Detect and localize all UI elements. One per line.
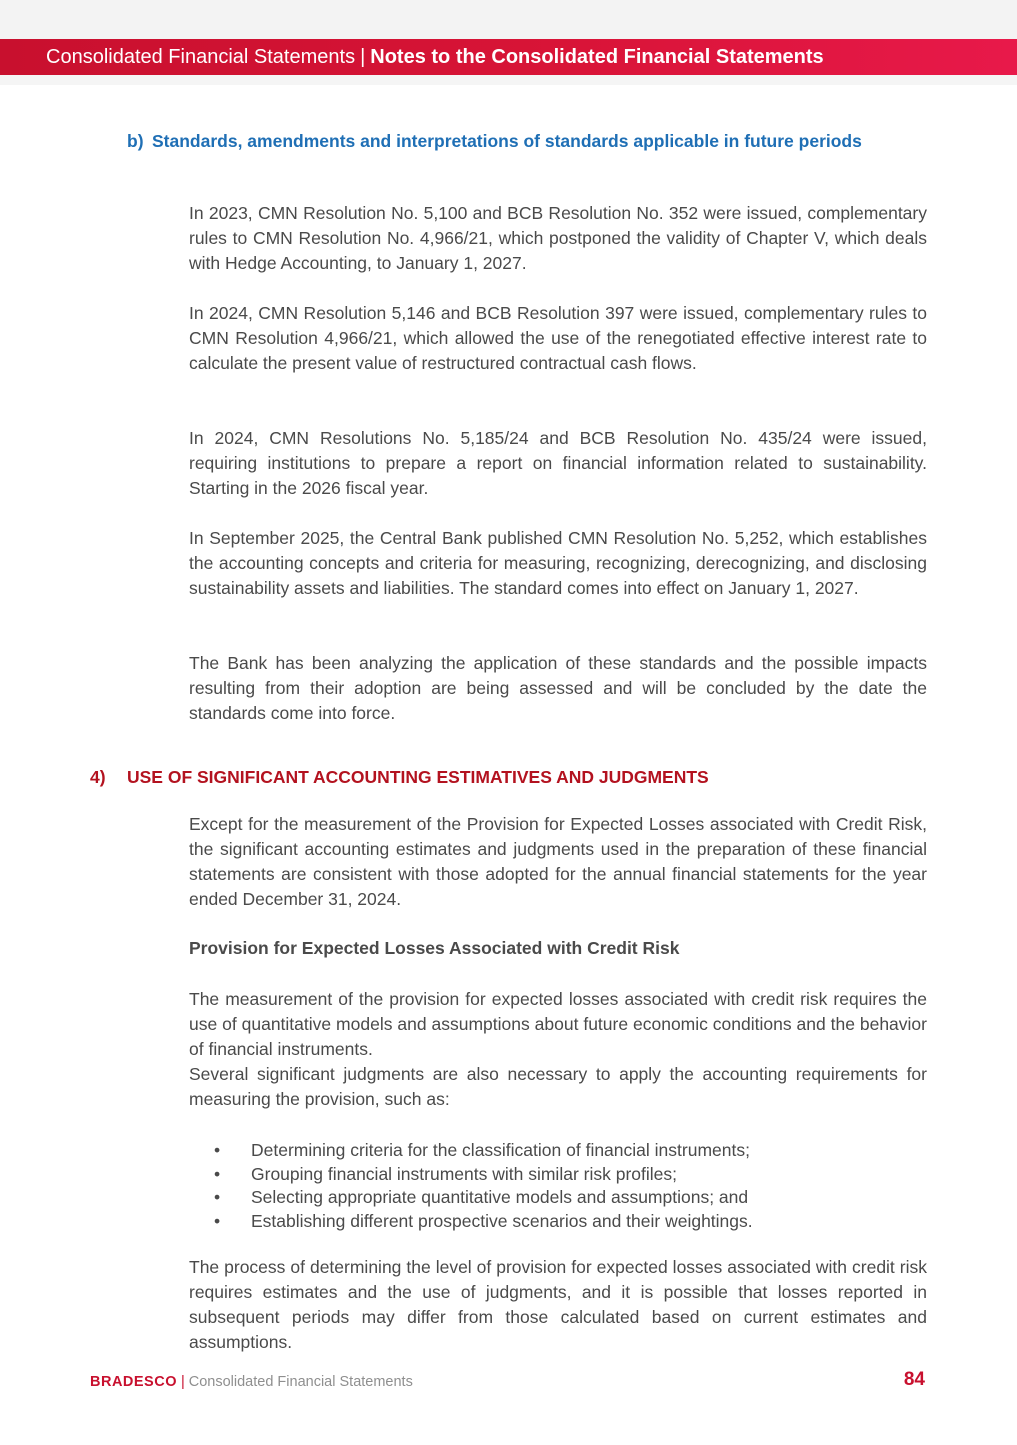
paragraph-text: In 2023, CMN Resolution No. 5,100 and BCB Resolution No. 352 were issued, complementary rules to CMN Resolution No. 4,966/21, which postponed the validity of Chapter V, which deals with Hedge Accounting, to January 1, 2027. xyxy=(189,203,927,273)
list-item xyxy=(189,1210,927,1234)
paragraph xyxy=(189,987,927,1112)
paragraph xyxy=(189,526,927,601)
paragraph xyxy=(189,301,927,376)
list-item-text: Selecting appropriate quantitative models and assumptions; and xyxy=(251,1187,749,1207)
list-item xyxy=(189,1186,927,1210)
paragraph-text: In 2024, CMN Resolution 5,146 and BCB Resolution 397 were issued, complementary rules to CMN Resolution 4,966/21, which allowed the use of the renegotiated effective interest rate to calculate the present value of restructured contractual cash flows. xyxy=(189,303,927,373)
page-number: 84 xyxy=(903,1369,925,1390)
section-title: USE OF SIGNIFICANT ACCOUNTING ESTIMATIVES AND JUDGMENTS xyxy=(127,767,709,787)
footer-title: Consolidated Financial Statements xyxy=(188,1374,413,1390)
bullet-icon: • xyxy=(214,1187,221,1207)
list-item xyxy=(189,1163,927,1187)
brand-logo-text: BRADESCO xyxy=(90,1374,177,1390)
header-separator: | xyxy=(360,46,366,68)
bullet-icon: • xyxy=(214,1210,221,1231)
running-header xyxy=(0,39,1017,75)
list-item-text: Establishing different prospective scenarios and their weightings. xyxy=(251,1210,753,1231)
paragraph xyxy=(189,812,927,912)
closing-paragraph: The process of determining the level of provision for expected losses associated with credit risk requires estimates and the use of judgments, and it is possible that losses reported in subsequent periods may differ from those calculated based on current estimates and assumptions. xyxy=(189,1257,927,1352)
section-number: 4) xyxy=(90,767,106,787)
paragraph xyxy=(189,426,927,501)
paragraph xyxy=(189,201,927,276)
list-item-text: Grouping financial instruments with similar risk profiles; xyxy=(251,1163,677,1184)
paragraph xyxy=(189,651,927,726)
bullet-icon: • xyxy=(214,1140,221,1160)
provision-subheading: Provision for Expected Losses Associated with Credit Risk xyxy=(189,938,680,958)
paragraph xyxy=(189,1255,927,1355)
judgments-list xyxy=(189,1139,927,1233)
header-title: Consolidated Financial Statements xyxy=(46,46,356,68)
subsection-title: Standards, amendments and interpretations of standards applicable in future periods xyxy=(152,131,862,151)
paragraph-text: Several significant judgments are also necessary to apply the accounting requirements for measuring the provision, such as: xyxy=(189,1064,927,1109)
bullet-icon: • xyxy=(214,1163,221,1184)
paragraph-text: In September 2025, the Central Bank published CMN Resolution No. 5,252, which establishes the accounting concepts and criteria for measuring, recognizing, derecognizing, and disclosing sustainability assets and liabilities. The standard comes into effect on January 1, 2027. xyxy=(189,528,927,598)
subsection-heading xyxy=(127,130,927,153)
footer-separator: | xyxy=(180,1374,185,1390)
header-section-title: Notes to the Consolidated Financial Statements xyxy=(370,46,824,68)
section-heading xyxy=(90,766,709,789)
list-item-text: Determining criteria for the classification of financial instruments; xyxy=(251,1140,750,1160)
section-intro: Except for the measurement of the Provision for Expected Losses associated with Credit Risk, the significant accounting estimates and judgments used in the preparation of these financial statements are consistent with those adopted for the annual financial statements for the year ended December 31, 2024. xyxy=(189,814,927,909)
header-underlay xyxy=(0,75,1017,85)
paragraph-text: The measurement of the provision for expected losses associated with credit risk requires the use of quantitative models and assumptions about future economic conditions and the behavior of financial instruments. xyxy=(189,989,927,1059)
list-item xyxy=(189,1139,927,1163)
page-footer xyxy=(90,1372,413,1392)
subsection-letter: b) xyxy=(127,131,144,151)
paragraph-text: In 2024, CMN Resolutions No. 5,185/24 and BCB Resolution No. 435/24 were issued, requiring institutions to prepare a report on financial information related to sustainability. Starting in the 2026 fiscal year. xyxy=(189,428,927,498)
top-margin xyxy=(0,0,1017,39)
paragraph-text: The Bank has been analyzing the application of these standards and the possible impacts resulting from their adoption are being assessed and will be concluded by the date the standards come into force. xyxy=(189,653,927,723)
